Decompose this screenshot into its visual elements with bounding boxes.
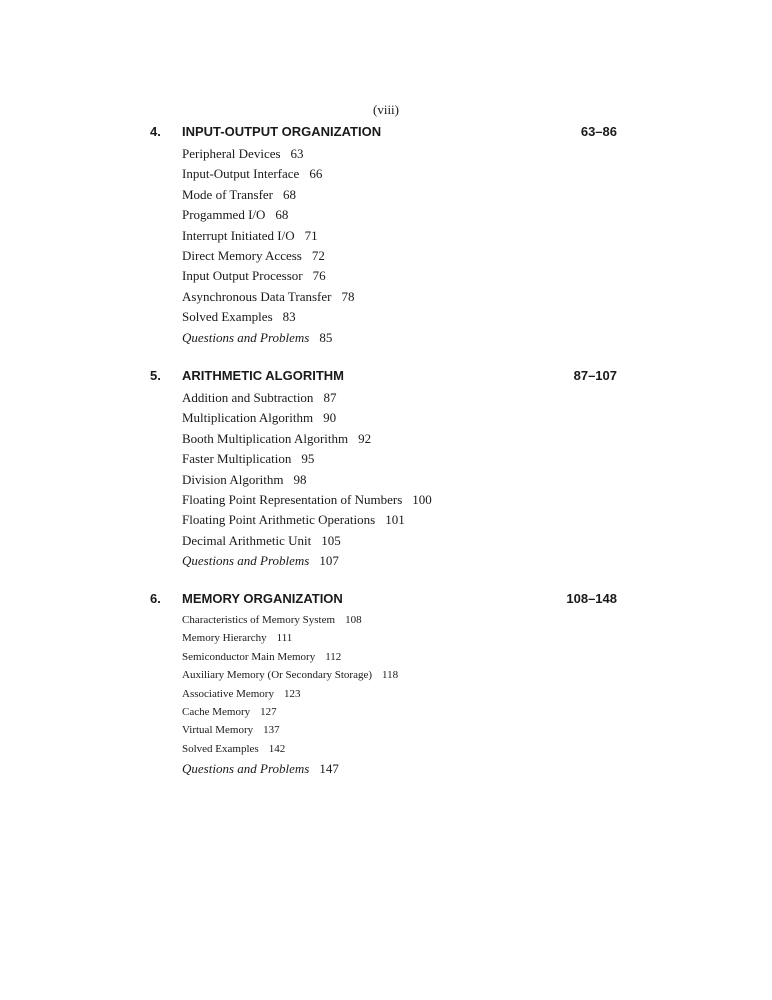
entry-page: 107 bbox=[319, 553, 339, 569]
toc-entry bbox=[182, 510, 617, 530]
entry-title: Characteristics of Memory System bbox=[182, 614, 336, 626]
toc-entry bbox=[182, 185, 617, 205]
chapter-6 bbox=[150, 591, 617, 780]
toc-entry bbox=[182, 721, 617, 739]
toc-entry bbox=[182, 531, 617, 551]
entry-page: 137 bbox=[263, 724, 280, 737]
entry-title: Input-Output Interface bbox=[182, 166, 300, 182]
entry-page: 142 bbox=[268, 742, 286, 755]
chapter-title: MEMORY ORGANIZATION bbox=[182, 591, 343, 606]
entry-title: Auxiliary Memory (Or Secondary Storage) bbox=[182, 669, 373, 682]
entry-page: 90 bbox=[323, 410, 337, 426]
entry-page: 78 bbox=[341, 288, 355, 304]
chapter-page-range: 87–107 bbox=[573, 368, 617, 383]
entry-page: 147 bbox=[319, 761, 339, 777]
chapter-5 bbox=[150, 368, 617, 572]
toc-entry-questions bbox=[182, 551, 617, 571]
chapter-number: 4. bbox=[150, 124, 161, 139]
entry-page: 105 bbox=[321, 532, 341, 548]
entry-page: 76 bbox=[312, 268, 326, 284]
entry-title: Floating Point Representation of Numbers bbox=[182, 491, 403, 507]
chapter-page-range: 108–148 bbox=[566, 591, 617, 606]
toc-entry-questions bbox=[182, 328, 617, 348]
chapter-page-range: 63–86 bbox=[580, 124, 617, 139]
toc-entry bbox=[182, 449, 617, 469]
entry-title: Solved Examples bbox=[182, 309, 273, 325]
entry-title: Multiplication Algorithm bbox=[182, 410, 314, 426]
entry-title: Booth Multiplication Algorithm bbox=[182, 430, 349, 446]
toc-entry bbox=[182, 429, 617, 449]
entry-title: Direct Memory Access bbox=[182, 247, 302, 263]
entry-page: 98 bbox=[293, 471, 307, 487]
toc-entry bbox=[182, 611, 617, 629]
toc-entry bbox=[182, 648, 617, 666]
toc-entry bbox=[182, 470, 617, 490]
entry-page: 63 bbox=[290, 146, 304, 161]
toc-entry bbox=[182, 666, 617, 684]
toc-entry bbox=[182, 287, 617, 307]
entry-title: Floating Point Arithmetic Operations bbox=[182, 512, 376, 528]
chapter-entries bbox=[182, 144, 617, 348]
toc-entry bbox=[182, 205, 617, 225]
entry-title: Questions and Problems bbox=[182, 553, 310, 569]
entry-page: 95 bbox=[301, 451, 315, 467]
toc-entry bbox=[182, 226, 617, 246]
chapter-title: INPUT-OUTPUT ORGANIZATION bbox=[182, 124, 382, 139]
entry-title: Input Output Processor bbox=[182, 268, 303, 284]
entry-title: Progammed I/O bbox=[182, 207, 266, 223]
entry-title: Questions and Problems bbox=[182, 329, 310, 345]
chapter-entries bbox=[182, 388, 617, 572]
entry-title: Cache Memory bbox=[182, 705, 251, 718]
entry-title: Virtual Memory bbox=[182, 724, 254, 737]
toc-entry bbox=[182, 629, 617, 647]
entry-page: 72 bbox=[311, 247, 325, 263]
toc-entry bbox=[182, 490, 617, 510]
entry-page: 108 bbox=[345, 614, 362, 626]
entry-title: Mode of Transfer bbox=[182, 186, 273, 202]
toc-entry bbox=[182, 307, 617, 327]
entry-page: 68 bbox=[283, 186, 296, 202]
entry-title: Associative Memory bbox=[182, 687, 274, 700]
chapter-heading bbox=[150, 124, 617, 144]
entry-page: 68 bbox=[275, 207, 289, 223]
entry-page: 127 bbox=[260, 705, 277, 718]
entry-page: 87 bbox=[323, 390, 337, 405]
toc-entry bbox=[182, 408, 617, 428]
toc-entry bbox=[182, 266, 617, 286]
entry-title: Questions and Problems bbox=[182, 761, 310, 777]
chapter-heading bbox=[150, 368, 617, 388]
entry-title: Decimal Arithmetic Unit bbox=[182, 532, 312, 548]
chapter-number: 5. bbox=[150, 368, 161, 383]
chapter-number: 6. bbox=[150, 591, 161, 606]
entry-page: 101 bbox=[385, 512, 405, 528]
entry-title: Faster Multiplication bbox=[182, 451, 292, 467]
entry-page: 112 bbox=[325, 650, 342, 663]
toc-entry bbox=[182, 246, 617, 266]
chapter-heading bbox=[150, 591, 617, 611]
toc-entry bbox=[182, 388, 617, 408]
entry-page: 83 bbox=[282, 309, 296, 325]
toc-entry bbox=[182, 703, 617, 721]
toc-entry bbox=[182, 144, 617, 164]
entry-title: Semiconductor Main Memory bbox=[182, 650, 316, 663]
entry-title: Memory Hierarchy bbox=[182, 632, 267, 645]
toc-entry-questions bbox=[182, 758, 617, 780]
entry-page: 66 bbox=[309, 166, 323, 182]
entry-page: 71 bbox=[304, 227, 318, 243]
entry-title: Peripheral Devices bbox=[182, 146, 281, 161]
toc-entry bbox=[182, 685, 617, 703]
entry-title: Interrupt Initiated I/O bbox=[182, 227, 295, 243]
entry-page: 118 bbox=[382, 669, 399, 682]
entry-title: Division Algorithm bbox=[182, 471, 284, 487]
toc-entry bbox=[182, 164, 617, 184]
entry-page: 123 bbox=[283, 687, 301, 700]
chapter-4 bbox=[150, 124, 617, 348]
toc-entry bbox=[182, 740, 617, 758]
page-number: (viii) bbox=[373, 102, 399, 117]
chapter-title: ARITHMETIC ALGORITHM bbox=[182, 368, 344, 383]
entry-page: 100 bbox=[412, 491, 432, 507]
entry-title: Addition and Subtraction bbox=[182, 390, 314, 405]
entry-page: 92 bbox=[358, 430, 372, 446]
entry-page: 111 bbox=[276, 632, 293, 645]
entry-title: Solved Examples bbox=[182, 742, 259, 755]
entry-page: 85 bbox=[319, 329, 333, 345]
entry-title: Asynchronous Data Transfer bbox=[182, 288, 332, 304]
chapter-entries bbox=[182, 611, 617, 780]
